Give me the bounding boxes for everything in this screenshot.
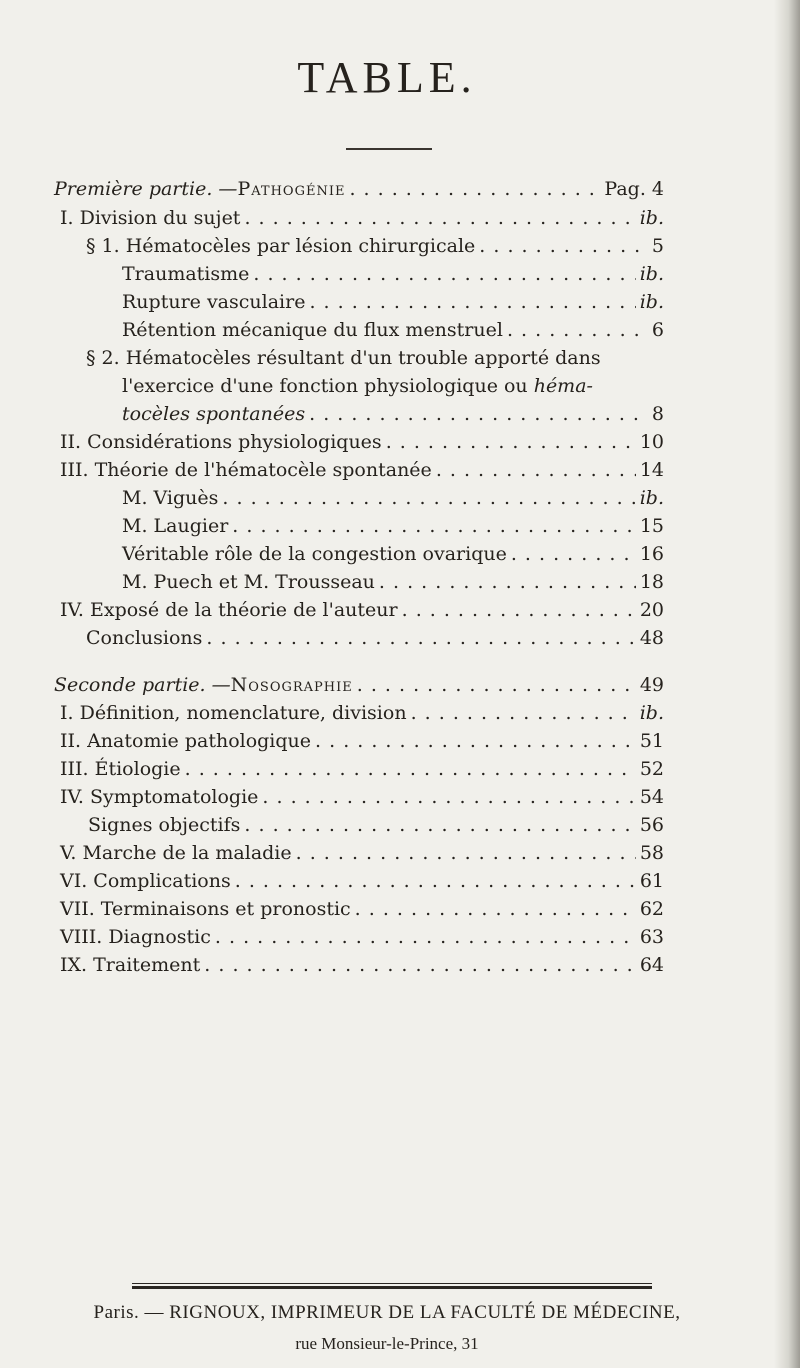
toc-entry: [60, 952, 664, 978]
dot-leader: [215, 924, 636, 950]
toc-entry: [122, 289, 664, 315]
toc-part-label: Seconde partie. —: [54, 674, 231, 696]
toc-page-number: ib.: [639, 487, 664, 509]
dot-leader: [253, 261, 635, 287]
dot-leader: [511, 541, 636, 567]
toc-label: III. Étiologie: [60, 758, 181, 780]
dot-leader: [262, 784, 635, 810]
toc-entry: [60, 728, 664, 754]
toc-label: VI. Complications: [60, 870, 231, 892]
toc-label: VIII. Diagnostic: [60, 926, 211, 948]
toc-label: Rétention mécanique du flux menstruel: [122, 319, 503, 341]
dot-leader: [232, 513, 636, 539]
toc-label: VII. Terminaisons et pronostic: [60, 898, 351, 920]
toc-label: IV. Symptomatologie: [60, 786, 259, 808]
toc-page-number: 54: [639, 786, 664, 808]
printer-address: rue Monsieur-le-Prince, 31: [295, 1334, 479, 1353]
toc-entry: [60, 840, 664, 866]
toc-page-number: 6: [651, 319, 664, 341]
dot-leader: [185, 756, 636, 782]
title-rule: [346, 148, 432, 150]
footer-rule-thick: [132, 1286, 652, 1289]
toc-entry: [86, 233, 664, 259]
toc-page-number: 64: [639, 954, 664, 976]
dot-leader: [235, 868, 636, 894]
toc-part-section: Nosographie: [230, 674, 353, 696]
toc-page-number: 51: [639, 730, 664, 752]
toc-label-italic: héma-: [533, 375, 593, 397]
dot-leader: [296, 840, 636, 866]
toc-entry: [60, 429, 664, 455]
toc-entry: [122, 569, 664, 595]
toc-page-number: 10: [639, 431, 664, 453]
toc-label: Traumatisme: [122, 263, 250, 285]
toc-entry: [122, 485, 664, 511]
toc-label: M. Laugier: [122, 515, 229, 537]
toc-label: l'exercice d'une fonction physiologique ou: [122, 375, 534, 397]
dot-leader: [507, 317, 642, 343]
toc-page-number: 62: [639, 898, 664, 920]
toc-label: I. Définition, nomenclature, division: [60, 702, 407, 724]
toc-entry: [60, 896, 664, 922]
dot-leader: [411, 700, 636, 726]
toc-entry-part-two: [54, 672, 664, 698]
toc-page-number: 48: [639, 627, 664, 649]
toc-page-number: ib.: [639, 702, 664, 724]
toc-entry: [60, 700, 664, 726]
toc-page-number: 49: [639, 674, 664, 696]
printer-imprint: Paris. — RIGNOUX, IMPRIMEUR DE LA FACULTÉ DE MÉDECINE,: [93, 1302, 681, 1323]
toc-entry: [122, 541, 664, 567]
toc-entry: [88, 812, 664, 838]
toc-label: Signes objectifs: [88, 814, 241, 836]
toc-entry-part-one: [54, 176, 664, 202]
footer-rule: [132, 1283, 652, 1284]
toc-entry: [122, 261, 664, 287]
dot-leader: [244, 812, 635, 838]
dot-leader: [479, 233, 642, 259]
toc-entry: [60, 756, 664, 782]
toc-page-number: 58: [639, 842, 664, 864]
dot-leader: [436, 457, 636, 483]
page-edge-shadow: [774, 0, 800, 1368]
toc-entry: [60, 457, 664, 483]
toc-page-number: 61: [639, 870, 664, 892]
toc-label: Rupture vasculaire: [122, 291, 306, 313]
toc-entry-continued: § 2. Hématocèles résultant d'un trouble apporté dans: [86, 347, 601, 369]
toc-entry: [86, 625, 664, 651]
toc-label: Véritable rôle de la congestion ovarique: [122, 543, 507, 565]
toc-entry: [60, 924, 664, 950]
toc-label: III. Théorie de l'hématocèle spontanée: [60, 459, 432, 481]
toc-label: V. Marche de la maladie: [60, 842, 292, 864]
toc-page-number: 8: [651, 403, 664, 425]
toc-part-section: Pathogénie: [237, 178, 346, 200]
toc-page-number: 16: [639, 543, 664, 565]
dot-leader: [309, 289, 635, 315]
toc-page-number: 18: [639, 571, 664, 593]
toc-page-number: 63: [639, 926, 664, 948]
toc-entry: [60, 597, 664, 623]
dot-leader: [355, 896, 636, 922]
toc-entry: [122, 401, 664, 427]
toc-label: tocèles spontanées: [122, 403, 306, 425]
toc-page-number: Pag. 4: [604, 178, 664, 200]
toc-entry: [122, 513, 664, 539]
toc-page-number: 56: [639, 814, 664, 836]
toc-entry: [60, 205, 664, 231]
toc-label: M. Viguès: [122, 487, 219, 509]
toc-label: Conclusions: [86, 627, 203, 649]
toc-page-number: 14: [639, 459, 664, 481]
dot-leader: [244, 205, 635, 231]
dot-leader: [357, 672, 636, 698]
toc-page-number: 15: [639, 515, 664, 537]
dot-leader: [204, 952, 636, 978]
dot-leader: [402, 597, 636, 623]
toc-label: § 1. Hématocèles par lésion chirurgicale: [86, 235, 476, 257]
dot-leader: [206, 625, 635, 651]
dot-leader: [222, 485, 635, 511]
dot-leader: [315, 728, 636, 754]
dot-leader: [379, 569, 636, 595]
toc-entry: [122, 317, 664, 343]
toc-page-number: 52: [639, 758, 664, 780]
toc-entry-continued: [122, 373, 593, 399]
toc-label: M. Puech et M. Trousseau: [122, 571, 375, 593]
toc-label: II. Considérations physiologiques: [60, 431, 382, 453]
toc-page-number: ib.: [639, 263, 664, 285]
dot-leader: [386, 429, 636, 455]
page-title: TABLE.: [297, 53, 477, 102]
toc-part-label: Première partie. —: [54, 178, 238, 200]
toc-page-number: ib.: [639, 207, 664, 229]
dot-leader: [349, 176, 600, 202]
toc-label: IV. Exposé de la théorie de l'auteur: [60, 599, 398, 621]
toc-label: I. Division du sujet: [60, 207, 241, 229]
toc-page-number: 5: [651, 235, 664, 257]
toc-page-number: 20: [639, 599, 664, 621]
toc-label: IX. Traitement: [60, 954, 201, 976]
dot-leader: [309, 401, 642, 427]
toc-entry: [60, 784, 664, 810]
toc-label: II. Anatomie pathologique: [60, 730, 312, 752]
toc-entry: [60, 868, 664, 894]
toc-page-number: ib.: [639, 291, 664, 313]
